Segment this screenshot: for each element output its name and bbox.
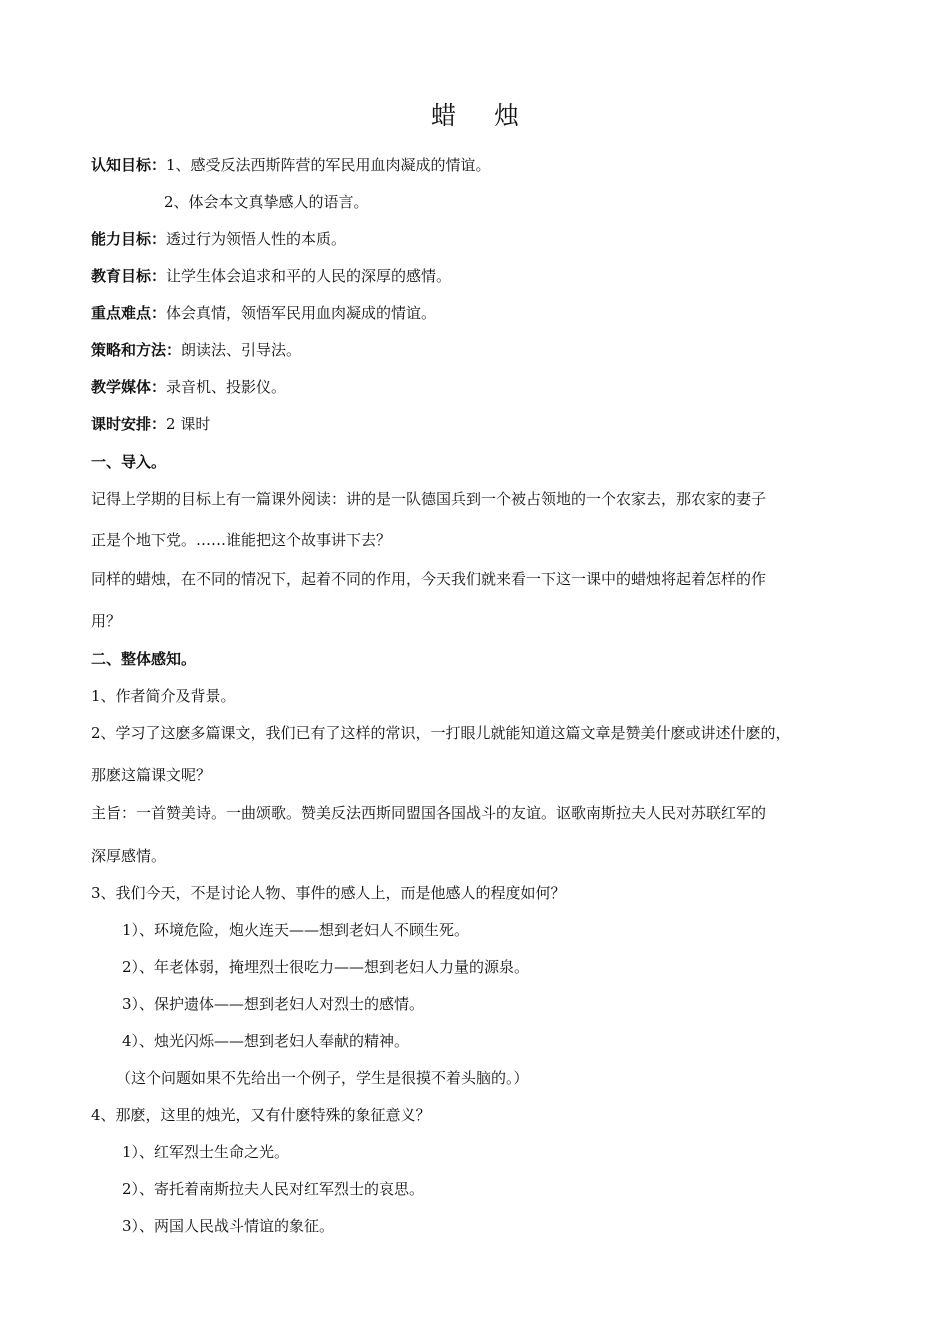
section-heading-overview: 二、整体感知。 (91, 650, 197, 668)
intro-paragraph-1-line-2: 正是个地下党。……谁能把这个故事讲下去？ (91, 531, 392, 549)
list-item: 4）、烛光闪烁——想到老妇人奉献的精神。 (122, 1032, 410, 1050)
key-text: 体会真情，领悟军民用血肉凝成的情谊。 (166, 304, 437, 322)
list-item: 1）、环境危险，炮火连天——想到老妇人不顾生死。 (122, 921, 470, 939)
overview-item-2-line-2: 那麽这篇课文呢？ (91, 766, 212, 784)
page-title (0, 96, 950, 132)
schedule-label: 课时安排： (91, 415, 167, 433)
intro-paragraph-2-line-1: 同样的蜡烛，在不同的情况下，起着不同的作用，今天我们就来看一下这一课中的蜡烛将起着怎样的作 (91, 570, 767, 588)
list-item: 3）、保护遗体——想到老妇人对烈士的感情。 (122, 995, 425, 1013)
list-item: 2）、寄托着南斯拉夫人民对红军烈士的哀思。 (122, 1180, 425, 1198)
section-heading-intro: 一、导入。 (91, 453, 167, 471)
cognitive-objective-line (91, 155, 491, 175)
cognitive-item-2: 2、体会本文真挚感人的语言。 (164, 193, 369, 211)
strategy-text: 朗读法、引导法。 (181, 341, 302, 359)
schedule-line (91, 414, 210, 434)
strategy-line (91, 340, 301, 360)
overview-item-1: 1、作者简介及背景。 (91, 687, 236, 705)
overview-item-3: 3、我们今天，不是讨论人物、事件的感人上，而是他感人的程度如何？ (91, 884, 566, 902)
schedule-text: 2 课时 (166, 415, 211, 433)
intro-paragraph-2-line-2: 用？ (91, 612, 122, 630)
list-item: 1）、红军烈士生命之光。 (122, 1143, 290, 1161)
media-line (91, 377, 286, 397)
title-char-1: 蜡 (430, 101, 456, 130)
list-item: 2）、年老体弱，掩埋烈士很吃力——想到老妇人力量的源泉。 (122, 958, 530, 976)
overview-item-2-line-1: 2、学习了这麽多篇课文，我们已有了这样的常识，一打眼儿就能知道这篇文章是赞美什麽或讲述什麽的， (91, 724, 791, 742)
teaching-note: （这个问题如果不先给出一个例子，学生是很摸不着头脑的。） (116, 1069, 529, 1087)
ability-text: 透过行为领悟人性的本质。 (166, 230, 347, 248)
key-label: 重点难点： (91, 304, 167, 322)
education-label: 教育目标： (91, 267, 167, 285)
overview-item-4: 4、那麽，这里的烛光，又有什麽特殊的象征意义？ (91, 1106, 431, 1124)
list-item: 3）、两国人民战斗情谊的象征。 (122, 1217, 335, 1235)
title-char-2: 烛 (494, 101, 520, 130)
media-label: 教学媒体： (91, 378, 167, 396)
theme-line-2: 深厚感情。 (91, 847, 167, 865)
media-text: 录音机、投影仪。 (166, 378, 287, 396)
ability-label: 能力目标： (91, 230, 167, 248)
ability-objective-line (91, 229, 346, 249)
key-difficulty-line (91, 303, 436, 323)
cognitive-label: 认知目标： (91, 156, 167, 174)
education-objective-line (91, 266, 451, 286)
strategy-label: 策略和方法： (91, 341, 182, 359)
education-text: 让学生体会追求和平的人民的深厚的感情。 (166, 267, 452, 285)
intro-paragraph-1-line-1: 记得上学期的目标上有一篇课外阅读：讲的是一队德国兵到一个被占领地的一个农家去，那农家的妻子 (91, 490, 767, 508)
cognitive-item-1: 1、感受反法西斯阵营的军民用血肉凝成的情谊。 (166, 156, 491, 174)
theme-line-1: 主旨：一首赞美诗。一曲颂歌。赞美反法西斯同盟国各国战斗的友谊。讴歌南斯拉夫人民对苏联红军的 (91, 804, 767, 822)
